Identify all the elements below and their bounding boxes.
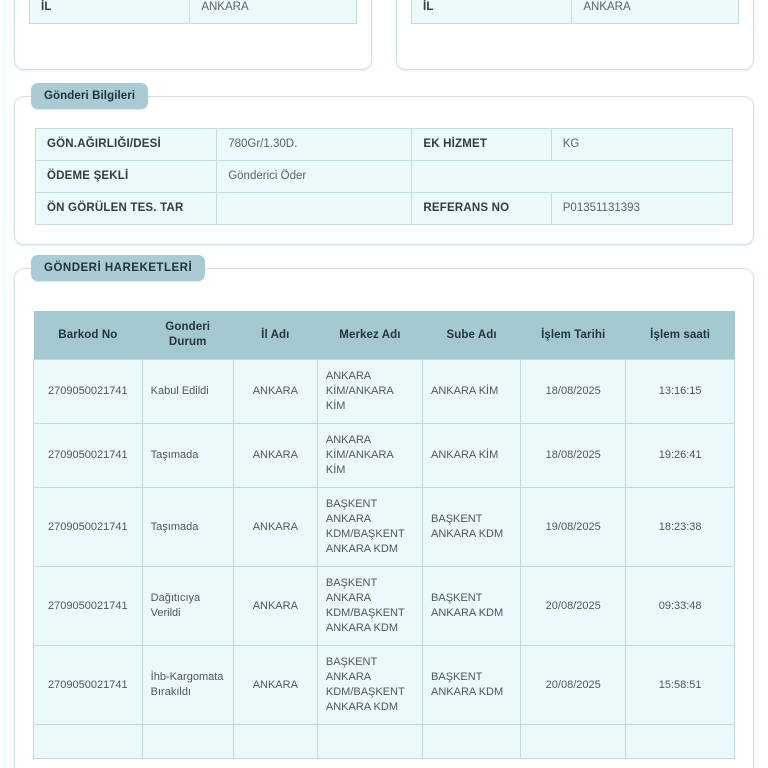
shipment-info-panel <box>14 90 754 245</box>
cell-il: ANKARA <box>233 424 317 488</box>
cell-durum: Dağıtıcıya Verildi <box>142 567 233 646</box>
reference-no-label: REFERANS NO <box>412 193 551 225</box>
cell-saat <box>626 725 735 759</box>
table-row <box>34 488 735 567</box>
cell-il <box>233 725 317 759</box>
page-gutter <box>0 0 8 768</box>
cell-tarih: 18/08/2025 <box>521 424 626 488</box>
column-header-islem-saati[interactable]: İşlem saati <box>626 311 735 360</box>
extra-service-value: KG <box>551 129 732 161</box>
cell-durum: İhb-Kargomata Bırakıldı <box>142 646 233 725</box>
estimated-delivery-value <box>217 193 412 225</box>
table-row <box>34 567 735 646</box>
table-row <box>34 424 735 488</box>
weight-value: 780Gr/1.30D. <box>217 129 412 161</box>
column-header-merkez-adi[interactable]: Merkez Adı <box>317 311 422 360</box>
estimated-delivery-label: ÖN GÖRÜLEN TES. TAR <box>36 193 217 225</box>
cell-sube: BAŞKENT ANKARA KDM <box>423 646 521 725</box>
cell-merkez <box>317 725 422 759</box>
shipment-movements-legend: GÖNDERİ HAREKETLERİ <box>31 255 205 281</box>
table-row <box>36 161 733 193</box>
receiver-address-table-wrap <box>411 0 739 24</box>
cell-barkod: 2709050021741 <box>34 424 143 488</box>
payment-row-empty-cell <box>412 161 733 193</box>
sender-address-table-wrap <box>29 0 357 24</box>
reference-no-value: P01351131393 <box>551 193 732 225</box>
cell-tarih: 20/08/2025 <box>521 646 626 725</box>
cell-barkod: 2709050021741 <box>34 360 143 424</box>
cell-saat: 15:58:51 <box>626 646 735 725</box>
cell-merkez: ANKARA KİM/ANKARA KİM <box>317 360 422 424</box>
shipment-movements-panel <box>14 262 754 768</box>
cell-il: ANKARA <box>233 567 317 646</box>
receiver-address-panel <box>396 0 754 70</box>
column-header-gonderi-durum[interactable]: Gonderi Durum <box>142 311 233 360</box>
cell-barkod: 2709050021741 <box>34 646 143 725</box>
table-header-row <box>34 311 735 360</box>
cell-merkez: ANKARA KİM/ANKARA KİM <box>317 424 422 488</box>
cell-sube: BAŞKENT ANKARA KDM <box>423 488 521 567</box>
cell-merkez: BAŞKENT ANKARA KDM/BAŞKENT ANKARA KDM <box>317 567 422 646</box>
receiver-address-table <box>411 0 739 24</box>
cell-tarih: 18/08/2025 <box>521 360 626 424</box>
table-row <box>34 360 735 424</box>
cell-il: ANKARA <box>233 488 317 567</box>
sender-il-value: ANKARA <box>190 0 357 24</box>
cell-il: ANKARA <box>233 360 317 424</box>
shipment-info-table <box>35 128 733 225</box>
table-row <box>34 725 735 759</box>
cell-sube <box>423 725 521 759</box>
cell-saat: 18:23:38 <box>626 488 735 567</box>
shipment-movements-table <box>33 311 735 759</box>
receiver-il-value: ANKARA <box>572 0 739 24</box>
shipment-info-legend: Gönderi Bilgileri <box>31 83 148 109</box>
cell-saat: 09:33:48 <box>626 567 735 646</box>
column-header-islem-tarihi[interactable]: İşlem Tarihi <box>521 311 626 360</box>
weight-label: GÖN.AĞIRLIĞI/DESİ <box>36 129 217 161</box>
cell-sube: ANKARA KİM <box>423 424 521 488</box>
cell-durum: Kabul Edildi <box>142 360 233 424</box>
cell-tarih: 20/08/2025 <box>521 567 626 646</box>
cell-merkez: BAŞKENT ANKARA KDM/BAŞKENT ANKARA KDM <box>317 646 422 725</box>
table-row <box>412 0 739 24</box>
cell-barkod <box>34 725 143 759</box>
table-row <box>36 129 733 161</box>
cell-sube: BAŞKENT ANKARA KDM <box>423 567 521 646</box>
cell-saat: 13:16:15 <box>626 360 735 424</box>
shipment-movements-body <box>34 360 735 759</box>
cell-tarih <box>521 725 626 759</box>
cell-sube: ANKARA KİM <box>423 360 521 424</box>
cell-tarih: 19/08/2025 <box>521 488 626 567</box>
extra-service-label: EK HİZMET <box>412 129 551 161</box>
sender-il-label: İL <box>30 0 190 24</box>
table-row <box>30 0 357 24</box>
cell-barkod: 2709050021741 <box>34 488 143 567</box>
shipment-info-table-wrap <box>35 128 733 225</box>
payment-type-label: ÖDEME ŞEKLİ <box>36 161 217 193</box>
column-header-barkod-no[interactable]: Barkod No <box>34 311 143 360</box>
payment-type-value: Gönderici Öder <box>217 161 412 193</box>
cell-il: ANKARA <box>233 646 317 725</box>
receiver-il-label: İL <box>412 0 572 24</box>
sender-address-table <box>29 0 357 24</box>
cell-durum: Taşımada <box>142 488 233 567</box>
shipment-movements-table-wrap <box>33 311 735 759</box>
cell-saat: 19:26:41 <box>626 424 735 488</box>
cell-barkod: 2709050021741 <box>34 567 143 646</box>
column-header-il-adi[interactable]: İl Adı <box>233 311 317 360</box>
table-row <box>34 646 735 725</box>
cell-durum <box>142 725 233 759</box>
cell-merkez: BAŞKENT ANKARA KDM/BAŞKENT ANKARA KDM <box>317 488 422 567</box>
cell-durum: Taşımada <box>142 424 233 488</box>
column-header-sube-adi[interactable]: Sube Adı <box>423 311 521 360</box>
sender-address-panel <box>14 0 372 70</box>
table-row <box>36 193 733 225</box>
